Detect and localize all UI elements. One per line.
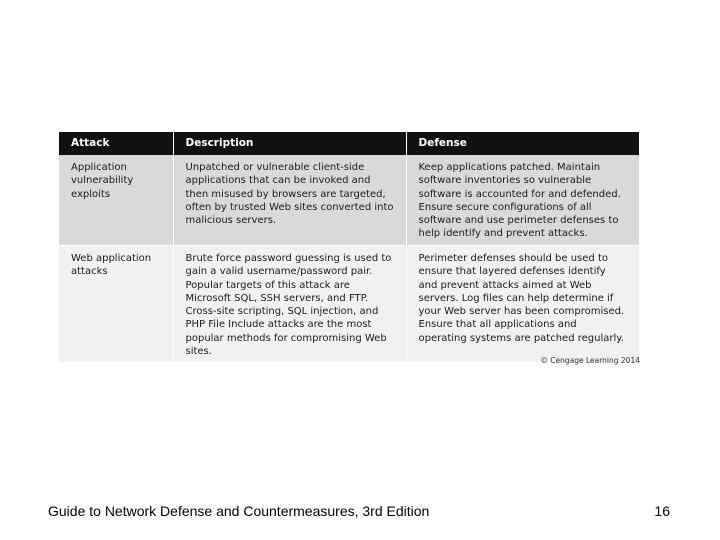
cell-description: Unpatched or vulnerable client-side applications that can be invoked and then misused by browsers are targeted, often by trusted Web sites converted into malicious servers. xyxy=(173,155,406,246)
attack-defense-table xyxy=(59,132,639,362)
header-attack: Attack xyxy=(59,132,173,155)
table-row xyxy=(59,155,639,246)
cell-attack: Application vulnerability exploits xyxy=(59,155,173,246)
copyright-credit: © Cengage Learning 2014 xyxy=(540,356,640,365)
table-header-row xyxy=(59,132,639,155)
header-description: Description xyxy=(173,132,406,155)
cell-defense: Perimeter defenses should be used to ensure that layered defenses identify and prevent attacks aimed at Web servers. Log files can help determine if your Web server has been compromised. Ensure that all applications and operating systems are patched regularly. xyxy=(406,246,639,363)
cell-attack: Web application attacks xyxy=(59,246,173,363)
cell-defense: Keep applications patched. Maintain software inventories so vulnerable software is accounted for and defended. Ensure secure configurations of all software and use perimeter defenses to help identify and prevent attacks. xyxy=(406,155,639,246)
footer-title: Guide to Network Defense and Countermeasures, 3rd Edition xyxy=(48,503,430,519)
page-number: 16 xyxy=(654,503,670,519)
cell-description: Brute force password guessing is used to gain a valid username/password pair. Popular targets of this attack are Microsoft SQL, SSH servers, and FTP. Cross-site scripting, SQL injection, and PHP File Include attacks are the most popular methods for compromising Web sites. xyxy=(173,246,406,363)
table-row xyxy=(59,246,639,363)
table xyxy=(59,132,639,362)
header-defense: Defense xyxy=(406,132,639,155)
